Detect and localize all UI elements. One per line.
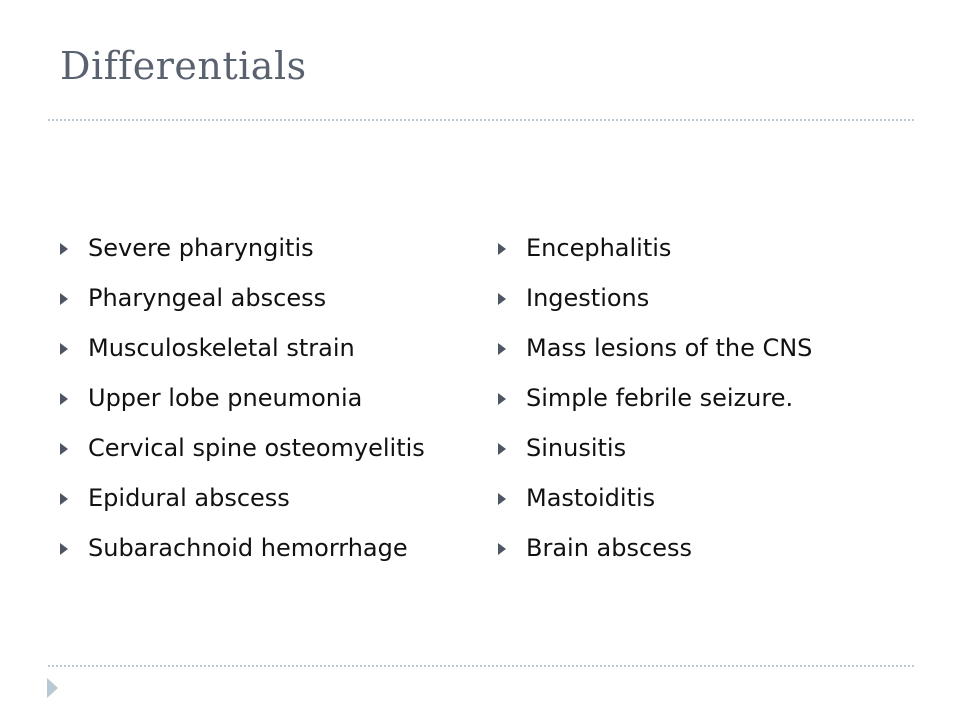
list-item-text: Simple febrile seizure. bbox=[526, 384, 794, 412]
list-item bbox=[498, 232, 908, 265]
right-bullet-list bbox=[498, 232, 908, 582]
triangle-right-icon bbox=[60, 393, 68, 405]
triangle-right-icon bbox=[60, 443, 68, 455]
footer-divider bbox=[48, 665, 914, 667]
list-item-text: Pharyngeal abscess bbox=[88, 284, 327, 312]
triangle-right-icon bbox=[498, 543, 506, 555]
list-item bbox=[498, 332, 908, 365]
triangle-right-icon bbox=[60, 293, 68, 305]
title-divider bbox=[48, 119, 914, 121]
list-item bbox=[498, 282, 908, 315]
list-item bbox=[498, 382, 908, 415]
triangle-right-icon bbox=[60, 543, 68, 555]
list-item bbox=[498, 532, 908, 565]
triangle-right-icon bbox=[498, 393, 506, 405]
triangle-right-icon bbox=[60, 493, 68, 505]
list-item bbox=[60, 532, 470, 565]
list-item bbox=[498, 482, 908, 515]
list-item bbox=[60, 282, 470, 315]
list-item bbox=[60, 332, 470, 365]
list-item bbox=[60, 432, 470, 465]
triangle-right-icon bbox=[498, 443, 506, 455]
list-item-text: Epidural abscess bbox=[88, 484, 290, 512]
list-item bbox=[60, 482, 470, 515]
list-item-text: Ingestions bbox=[526, 284, 650, 312]
list-item-text: Severe pharyngitis bbox=[88, 234, 314, 262]
triangle-right-icon bbox=[60, 243, 68, 255]
list-item bbox=[60, 232, 470, 265]
triangle-right-icon bbox=[498, 493, 506, 505]
list-item-text: Subarachnoid hemorrhage bbox=[88, 534, 408, 562]
list-item-text: Brain abscess bbox=[526, 534, 692, 562]
triangle-right-icon bbox=[498, 343, 506, 355]
list-item-text: Upper lobe pneumonia bbox=[88, 384, 363, 412]
footer-triangle-icon bbox=[47, 678, 58, 698]
list-item-text: Mastoiditis bbox=[526, 484, 656, 512]
slide-title: Differentials bbox=[60, 44, 307, 88]
left-bullet-list bbox=[60, 232, 470, 582]
triangle-right-icon bbox=[60, 343, 68, 355]
list-item bbox=[60, 382, 470, 415]
list-item-text: Sinusitis bbox=[526, 434, 627, 462]
list-item-text: Musculoskeletal strain bbox=[88, 334, 355, 362]
list-item-text: Encephalitis bbox=[526, 234, 672, 262]
list-item bbox=[498, 432, 908, 465]
list-item-text: Mass lesions of the CNS bbox=[526, 334, 813, 362]
triangle-right-icon bbox=[498, 293, 506, 305]
triangle-right-icon bbox=[498, 243, 506, 255]
list-item-text: Cervical spine osteomyelitis bbox=[88, 434, 425, 462]
